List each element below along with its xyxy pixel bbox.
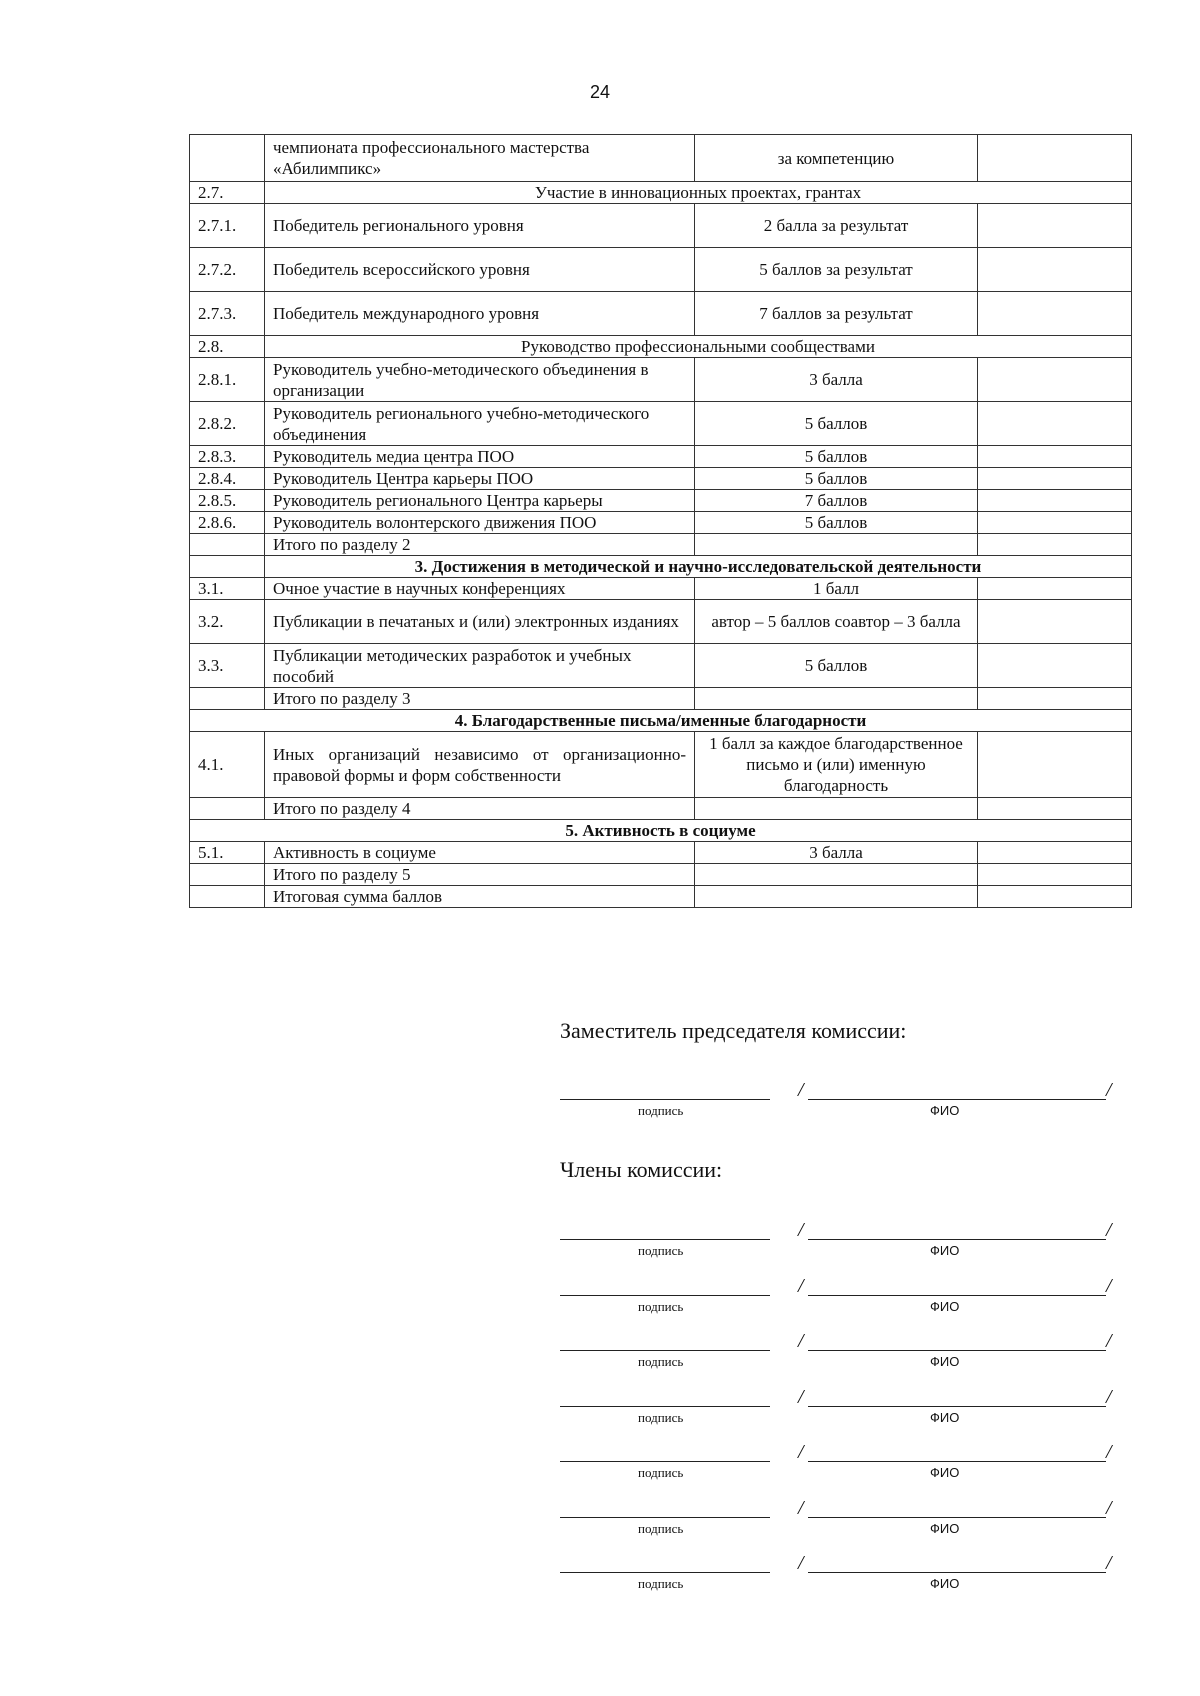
row-number: 3.2. xyxy=(190,600,265,644)
section-title: Участие в инновационных проектах, грантах xyxy=(265,182,1132,204)
criterion-name: Победитель регионального уровня xyxy=(265,204,695,248)
criterion-name: чемпионата профессионального мастерства «Абилимпикс» xyxy=(265,135,695,182)
score-value: 5 баллов xyxy=(695,512,978,534)
row-number: 3.1. xyxy=(190,578,265,600)
criterion-name: Итого по разделу 2 xyxy=(265,534,695,556)
signature-field xyxy=(560,1330,770,1351)
score-value xyxy=(695,688,978,710)
score-value xyxy=(695,798,978,820)
row-number: 2.7. xyxy=(190,182,265,204)
score-value: 3 балла xyxy=(695,842,978,864)
criterion-name: Итого по разделу 3 xyxy=(265,688,695,710)
full-name-field xyxy=(808,1219,1106,1240)
criterion-name: Публикации методических разработок и учебных пособий xyxy=(265,644,695,688)
full-name-caption: ФИО xyxy=(930,1243,960,1258)
deputy-chair-title: Заместитель председателя комиссии: xyxy=(560,1018,907,1043)
section-heading: 5. Активность в социуме xyxy=(190,820,1132,842)
scores-table xyxy=(189,134,1132,908)
table-row xyxy=(190,644,1132,688)
signature-field xyxy=(560,1497,770,1518)
criterion-name: Руководитель регионального Центра карьеры xyxy=(265,490,695,512)
row-number: 2.8.1. xyxy=(190,358,265,402)
slash-separator: / xyxy=(1106,1079,1112,1101)
score-value: 5 баллов xyxy=(695,644,978,688)
members-title: Члены комиссии: xyxy=(560,1157,723,1182)
score-value xyxy=(695,864,978,886)
criterion-name: Публикации в печатаных и (или) электронных изданиях xyxy=(265,600,695,644)
full-name-caption: ФИО xyxy=(930,1299,960,1314)
slash-separator: / xyxy=(798,1552,804,1574)
points-cell xyxy=(978,688,1132,710)
signature-caption: подпись xyxy=(638,1576,684,1591)
criterion-name: Итоговая сумма баллов xyxy=(265,886,695,908)
full-name-field xyxy=(808,1275,1106,1296)
full-name-caption: ФИО xyxy=(930,1354,960,1369)
row-number xyxy=(190,798,265,820)
full-name-field xyxy=(808,1079,1106,1100)
criterion-name: Итого по разделу 5 xyxy=(265,864,695,886)
signature-caption: подпись xyxy=(638,1299,684,1314)
section-title: Руководство профессиональными сообществами xyxy=(265,336,1132,358)
score-value: 5 баллов за результат xyxy=(695,248,978,292)
slash-separator: / xyxy=(1106,1441,1112,1463)
points-cell xyxy=(978,468,1132,490)
row-number: 2.8.3. xyxy=(190,446,265,468)
slash-separator: / xyxy=(798,1497,804,1519)
row-number: 3.3. xyxy=(190,644,265,688)
score-value: 5 баллов xyxy=(695,402,978,446)
score-value: автор – 5 баллов соавтор – 3 балла xyxy=(695,600,978,644)
criterion-name: Руководитель медиа центра ПОО xyxy=(265,446,695,468)
criterion-name: Победитель всероссийского уровня xyxy=(265,248,695,292)
row-number xyxy=(190,864,265,886)
row-number xyxy=(190,556,265,578)
table-row xyxy=(190,820,1132,842)
table-row xyxy=(190,446,1132,468)
table-row xyxy=(190,578,1132,600)
table-row xyxy=(190,292,1132,336)
signature-field xyxy=(560,1275,770,1296)
score-value: 3 балла xyxy=(695,358,978,402)
table-row xyxy=(190,600,1132,644)
signature-caption: подпись xyxy=(638,1521,684,1536)
row-number xyxy=(190,688,265,710)
points-cell xyxy=(978,446,1132,468)
table-row xyxy=(190,798,1132,820)
criterion-name: Активность в социуме xyxy=(265,842,695,864)
points-cell xyxy=(978,490,1132,512)
points-cell xyxy=(978,798,1132,820)
signature-field xyxy=(560,1079,770,1100)
table-row xyxy=(190,732,1132,798)
row-number: 2.8.4. xyxy=(190,468,265,490)
table-row xyxy=(190,886,1132,908)
slash-separator: / xyxy=(798,1441,804,1463)
table-row xyxy=(190,248,1132,292)
slash-separator: / xyxy=(1106,1275,1112,1297)
score-value: 5 баллов xyxy=(695,468,978,490)
row-number: 5.1. xyxy=(190,842,265,864)
row-number xyxy=(190,886,265,908)
points-cell xyxy=(978,864,1132,886)
criterion-name: Победитель международного уровня xyxy=(265,292,695,336)
row-number: 2.8.6. xyxy=(190,512,265,534)
points-cell xyxy=(978,732,1132,798)
signature-caption: подпись xyxy=(638,1354,684,1369)
signature-field xyxy=(560,1552,770,1573)
slash-separator: / xyxy=(798,1219,804,1241)
row-number: 2.8. xyxy=(190,336,265,358)
section-heading: 3. Достижения в методической и научно-исследовательской деятельности xyxy=(265,556,1132,578)
signature-line xyxy=(560,1219,1120,1263)
row-number xyxy=(190,534,265,556)
score-value: 2 балла за результат xyxy=(695,204,978,248)
points-cell xyxy=(978,204,1132,248)
slash-separator: / xyxy=(798,1330,804,1352)
slash-separator: / xyxy=(1106,1552,1112,1574)
signature-field xyxy=(560,1441,770,1462)
points-cell xyxy=(978,534,1132,556)
row-number: 4.1. xyxy=(190,732,265,798)
section-heading: 4. Благодарственные письма/именные благодарности xyxy=(190,710,1132,732)
points-cell xyxy=(978,578,1132,600)
points-cell xyxy=(978,358,1132,402)
signature-line xyxy=(560,1079,1120,1123)
criterion-name: Руководитель регионального учебно-методического объединения xyxy=(265,402,695,446)
page-number: 24 xyxy=(589,82,611,102)
table-row xyxy=(190,864,1132,886)
slash-separator: / xyxy=(798,1386,804,1408)
score-value: 7 баллов за результат xyxy=(695,292,978,336)
full-name-field xyxy=(808,1330,1106,1351)
criterion-name: Руководитель волонтерского движения ПОО xyxy=(265,512,695,534)
score-value: 5 баллов xyxy=(695,446,978,468)
points-cell xyxy=(978,886,1132,908)
signature-caption: подпись xyxy=(638,1410,684,1425)
criterion-name: Руководитель учебно-методического объединения в организации xyxy=(265,358,695,402)
signature-line xyxy=(560,1386,1120,1430)
points-cell xyxy=(978,600,1132,644)
full-name-caption: ФИО xyxy=(930,1465,960,1480)
table-row xyxy=(190,512,1132,534)
row-number: 2.8.2. xyxy=(190,402,265,446)
row-number: 2.7.1. xyxy=(190,204,265,248)
score-value: 1 балл за каждое благодарственное письмо и (или) именную благодарность xyxy=(695,732,978,798)
slash-separator: / xyxy=(1106,1386,1112,1408)
table-row xyxy=(190,135,1132,182)
signature-line xyxy=(560,1441,1120,1485)
points-cell xyxy=(978,135,1132,182)
row-number: 2.8.5. xyxy=(190,490,265,512)
table-row xyxy=(190,710,1132,732)
points-cell xyxy=(978,402,1132,446)
points-cell xyxy=(978,512,1132,534)
criterion-name: Очное участие в научных конференциях xyxy=(265,578,695,600)
slash-separator: / xyxy=(798,1275,804,1297)
table-row xyxy=(190,204,1132,248)
table-row xyxy=(190,182,1132,204)
points-cell xyxy=(978,644,1132,688)
full-name-field xyxy=(808,1386,1106,1407)
slash-separator: / xyxy=(1106,1219,1112,1241)
score-value: 1 балл xyxy=(695,578,978,600)
signature-line xyxy=(560,1330,1120,1374)
full-name-field xyxy=(808,1552,1106,1573)
slash-separator: / xyxy=(1106,1497,1112,1519)
signature-caption: подпись xyxy=(638,1103,684,1118)
signature-field xyxy=(560,1219,770,1240)
signature-line xyxy=(560,1497,1120,1541)
row-number: 2.7.3. xyxy=(190,292,265,336)
score-value: 7 баллов xyxy=(695,490,978,512)
criterion-name: Руководитель Центра карьеры ПОО xyxy=(265,468,695,490)
signature-caption: подпись xyxy=(638,1465,684,1480)
criterion-name: Иных организаций независимо от организационно-правовой формы и форм собственности xyxy=(265,732,695,798)
full-name-field xyxy=(808,1441,1106,1462)
full-name-caption: ФИО xyxy=(930,1521,960,1536)
table-row xyxy=(190,842,1132,864)
score-value xyxy=(695,534,978,556)
signature-field xyxy=(560,1386,770,1407)
full-name-caption: ФИО xyxy=(930,1576,960,1591)
slash-separator: / xyxy=(798,1079,804,1101)
signature-line xyxy=(560,1552,1120,1596)
full-name-caption: ФИО xyxy=(930,1103,960,1118)
table-row xyxy=(190,468,1132,490)
row-number xyxy=(190,135,265,182)
full-name-field xyxy=(808,1497,1106,1518)
signature-line xyxy=(560,1275,1120,1319)
table-row xyxy=(190,490,1132,512)
score-value xyxy=(695,886,978,908)
points-cell xyxy=(978,292,1132,336)
full-name-caption: ФИО xyxy=(930,1410,960,1425)
score-value: за компетенцию xyxy=(695,135,978,182)
table-row xyxy=(190,556,1132,578)
signature-caption: подпись xyxy=(638,1243,684,1258)
table-row xyxy=(190,534,1132,556)
points-cell xyxy=(978,842,1132,864)
table-row xyxy=(190,358,1132,402)
row-number: 2.7.2. xyxy=(190,248,265,292)
table-row xyxy=(190,402,1132,446)
criterion-name: Итого по разделу 4 xyxy=(265,798,695,820)
table-row xyxy=(190,688,1132,710)
table-row xyxy=(190,336,1132,358)
points-cell xyxy=(978,248,1132,292)
slash-separator: / xyxy=(1106,1330,1112,1352)
